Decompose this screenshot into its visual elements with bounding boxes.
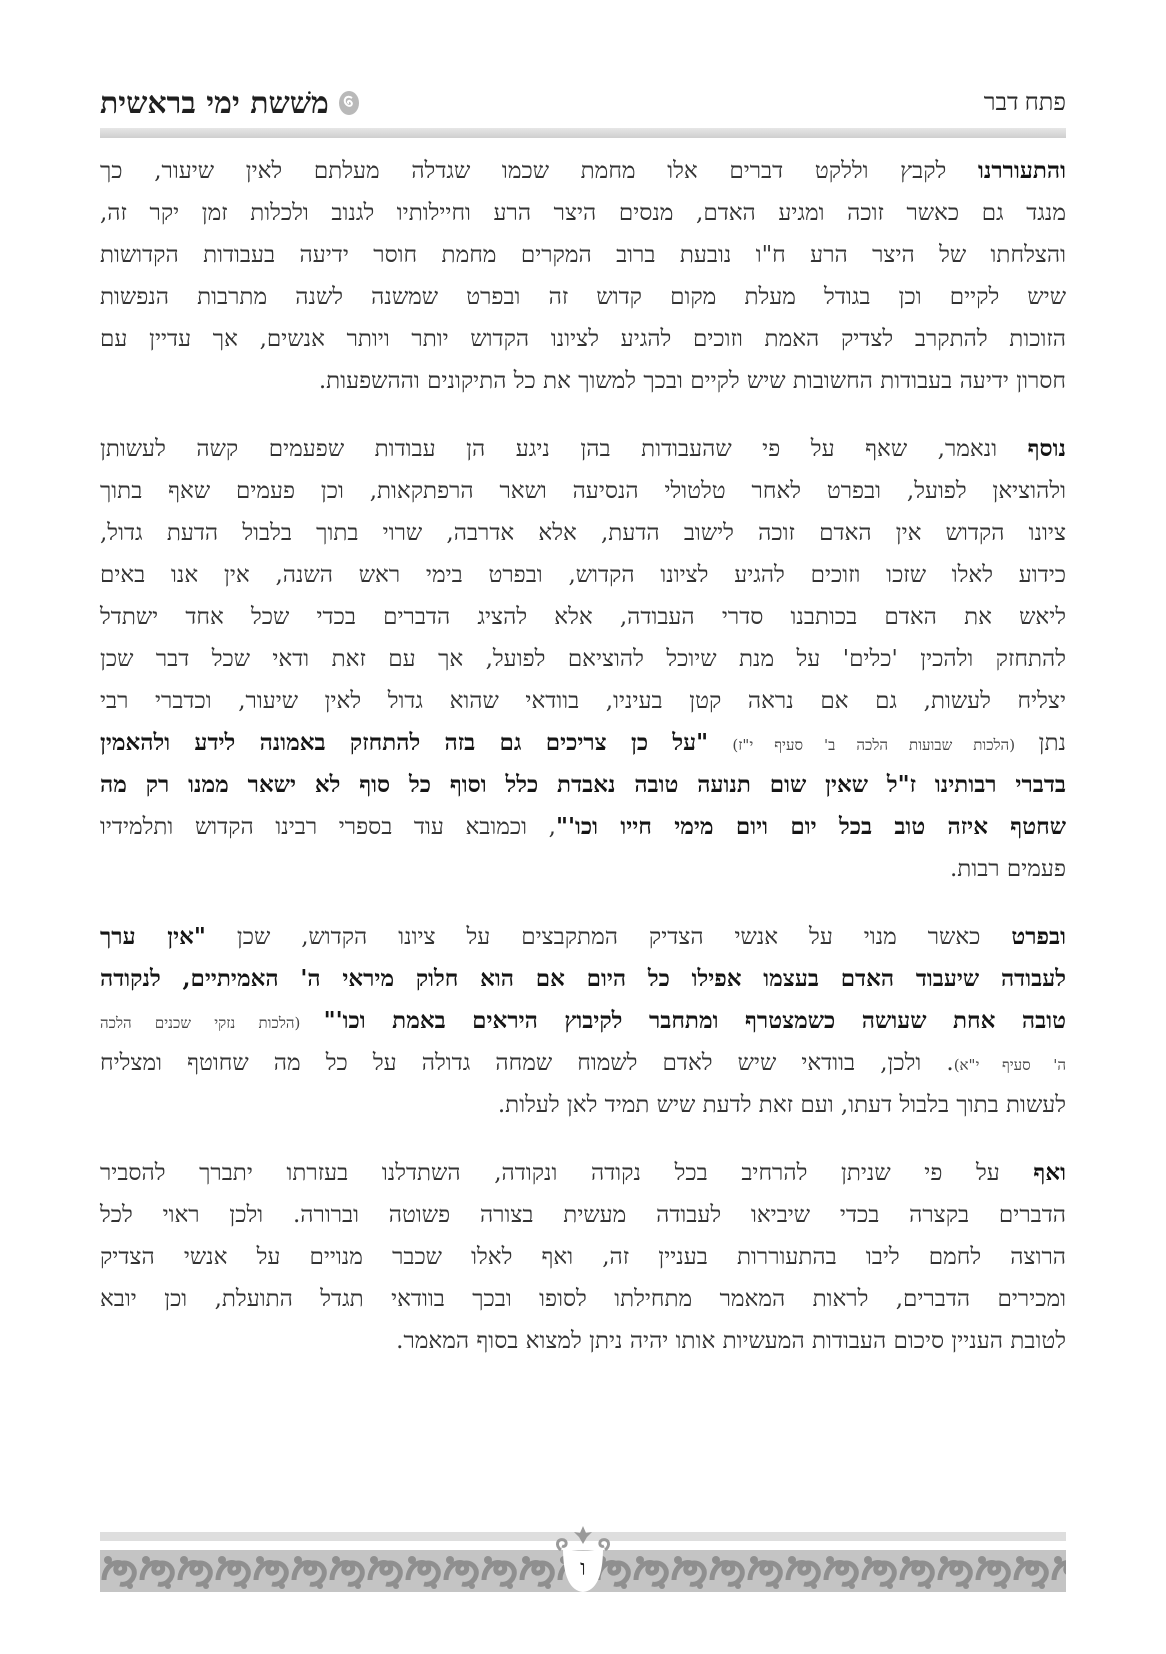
text-line (100, 958, 1066, 1000)
text-line (100, 848, 1066, 890)
paragraph-gap (100, 1126, 1066, 1152)
lead-word: והתעוררנו (977, 157, 1066, 184)
body-text-segment: ומכירים הדברים, לראות המאמר מתחילתו לסופו ובכך בוודאי תגדל התועלת, וכן יובא (100, 1286, 1066, 1312)
swirl-ornament-icon (337, 89, 361, 117)
bold-quote: "אין ערך (100, 923, 206, 950)
paragraph (100, 916, 1066, 1126)
paragraph (100, 1152, 1066, 1362)
paragraph-gap (100, 402, 1066, 428)
bold-quote: לעבודה שיעבוד האדם בעצמו אפילו כל היום אם הוא חלוק מיראי ה' האמיתיים, לנקודה (100, 965, 1066, 992)
body-text-segment: לעשות בתוך בלבול דעתו, ועם זאת לדעת שיש תמיד לאן לעלות. (497, 1092, 1066, 1118)
book-title-group (100, 86, 361, 121)
text-line (100, 318, 1066, 360)
text-line (100, 1194, 1066, 1236)
body-text-segment: לקבץ וללקט דברים אלו מחמת שכמו שגדלה מעלתם לאין שיעור, כך (100, 158, 978, 184)
text-line (100, 428, 1066, 470)
section-label: פתח דבר (983, 89, 1066, 116)
bold-quote: טובה אחת שעושה כשמצטרף ומתחבר לקיבוץ היראים באמת וכו'" (323, 1007, 1067, 1034)
text-line (100, 1320, 1066, 1362)
paragraph (100, 150, 1066, 402)
body-text-segment: מנגד גם כאשר זוכה ומגיע האדם, מנסים היצר הרע וחיילותיו לגנוב ולכלות זמן יקר זה, (100, 200, 1066, 226)
body-text-segment: ציונו הקדוש אין האדם זוכה לישוב הדעת, אלא אדרבה, שרוי בתוך בלבול הדעת גדול, (100, 520, 1066, 546)
text-line (100, 806, 1066, 848)
text-line (100, 360, 1066, 402)
body-text-segment: פעמים רבות. (950, 856, 1066, 882)
body-text-segment: ליאש את האדם בכותבנו סדרי העבודה, אלא להציג הדברים בכדי שכל אחד ישתדל (100, 604, 1066, 630)
lead-word: נוסף (1027, 435, 1066, 462)
text-line (100, 596, 1066, 638)
text-line (100, 764, 1066, 806)
body-text-segment: שיש לקיים וכן בגודל מעלת מקום קדוש זה ובפרט שמשנה לשנה מתרבות הנפשות (100, 284, 1066, 310)
body-text-segment: , וכמובא עוד בספרי רבינו הקדוש ותלמידיו (100, 814, 556, 840)
paragraph (100, 428, 1066, 890)
body-text-segment: הרוצה לחמם ליבו בהתעוררות בעניין זה, ואף לאלו שכבר מנויים על אנשי הצדיק (100, 1244, 1066, 1270)
page-number: ו (580, 1555, 586, 1580)
body-text-segment: והצלחתו של היצר הרע ח"ו נובעת ברוב המקרים מחמת חוסר ידיעה בעבודות הקדושות (100, 242, 1066, 268)
text-line (100, 1236, 1066, 1278)
body-text-segment: ונאמר, שאף על פי שהעבודות בהן ניגע הן עבודות שפעמים קשה לעשותן (100, 436, 1028, 462)
paragraph-gap (100, 890, 1066, 916)
body-text-segment: לטובת העניין סיכום העבודות המעשיות אותו יהיה ניתן למצוא בסוף המאמר. (396, 1328, 1066, 1354)
body-text-segment: יצליח לעשות, גם אם נראה קטן בעיניו, בוודאי שהוא גדול לאין שיעור, וכדברי רבי (100, 688, 1066, 714)
text-line (100, 512, 1066, 554)
citation: (הלכות שבועות הלכה ב' סעיף י"ז) (732, 736, 1016, 754)
lead-word: ואף (1033, 1159, 1066, 1186)
bold-quote: "על כן צריכים גם בזה להתחזק באמונה לידע ולהאמין (100, 729, 733, 756)
body-text-segment: נתן (1015, 730, 1066, 756)
text-line (100, 1278, 1066, 1320)
citation: (הלכות נזקי שכנים הלכה (100, 1014, 324, 1032)
text-line (100, 916, 1066, 958)
text-line (100, 1084, 1066, 1126)
page-header (100, 80, 1066, 126)
body-text-segment: . ולכן, בוודאי שיש לאדם לשמוח שמחה גדולה על כל מה שחוטף ומצליח (100, 1050, 954, 1076)
text-line (100, 150, 1066, 192)
body-text-segment: חסרון ידיעה בעבודות החשובות שיש לקיים ובכך למשוך את כל התיקונים וההשפעות. (318, 368, 1066, 394)
text-line (100, 554, 1066, 596)
text-line (100, 1000, 1066, 1042)
text-line (100, 276, 1066, 318)
body-text-segment: כאשר מנוי על אנשי הצדיק המתקבצים על ציונו הקדוש, שכן (205, 924, 1012, 950)
citation: ה' סעיף י"א) (953, 1056, 1066, 1074)
text-line (100, 722, 1066, 764)
text-line (100, 1042, 1066, 1084)
body-text-segment: כידוע לאלו שזכו וזוכים להגיע לציונו הקדוש, ובפרט בימי ראש השנה, אין אנו באים (100, 562, 1066, 588)
body-text-segment: להתחזק ולהכין 'כלים' על מנת שיוכל להוציאם לפועל, אך עם זאת ודאי שכל דבר שכן (100, 646, 1066, 672)
body-text (100, 150, 1066, 1362)
text-line (100, 192, 1066, 234)
text-line (100, 680, 1066, 722)
book-title: משׁשת ימי בראשית (100, 85, 329, 121)
bold-quote: בדברי רבותינו ז"ל שאין שום תנועה טובה נאבדת כלל וסוף כל סוף לא ישאר ממנו רק מה (100, 771, 1066, 798)
text-line (100, 638, 1066, 680)
text-line (100, 470, 1066, 512)
body-text-segment: על פי שניתן להרחיב בכל נקודה ונקודה, השתדלנו בעזרתו יתברך להסביר (100, 1160, 1034, 1186)
lead-word: ובפרט (1011, 923, 1067, 950)
body-text-segment: הדברים בקצרה בכדי שיביאו לעבודה מעשית בצורה פשוטה וברורה. ולכן ראוי לכל (100, 1202, 1066, 1228)
body-text-segment: ולהוציאן לפועל, ובפרט לאחר טלטולי הנסיעה ושאר הרפתקאות, וכן פעמים שאף בתוך (100, 478, 1066, 504)
text-line (100, 1152, 1066, 1194)
bold-quote: שחטף איזה טוב בכל יום ויום מימי חייו וכו'" (555, 813, 1067, 840)
body-text-segment: הזוכות להתקרב לצדיק האמת וזוכים להגיע לציונו הקדוש יותר ויותר אנשים, אך עדיין עם (100, 326, 1066, 352)
header-divider (100, 128, 1066, 138)
text-line (100, 234, 1066, 276)
